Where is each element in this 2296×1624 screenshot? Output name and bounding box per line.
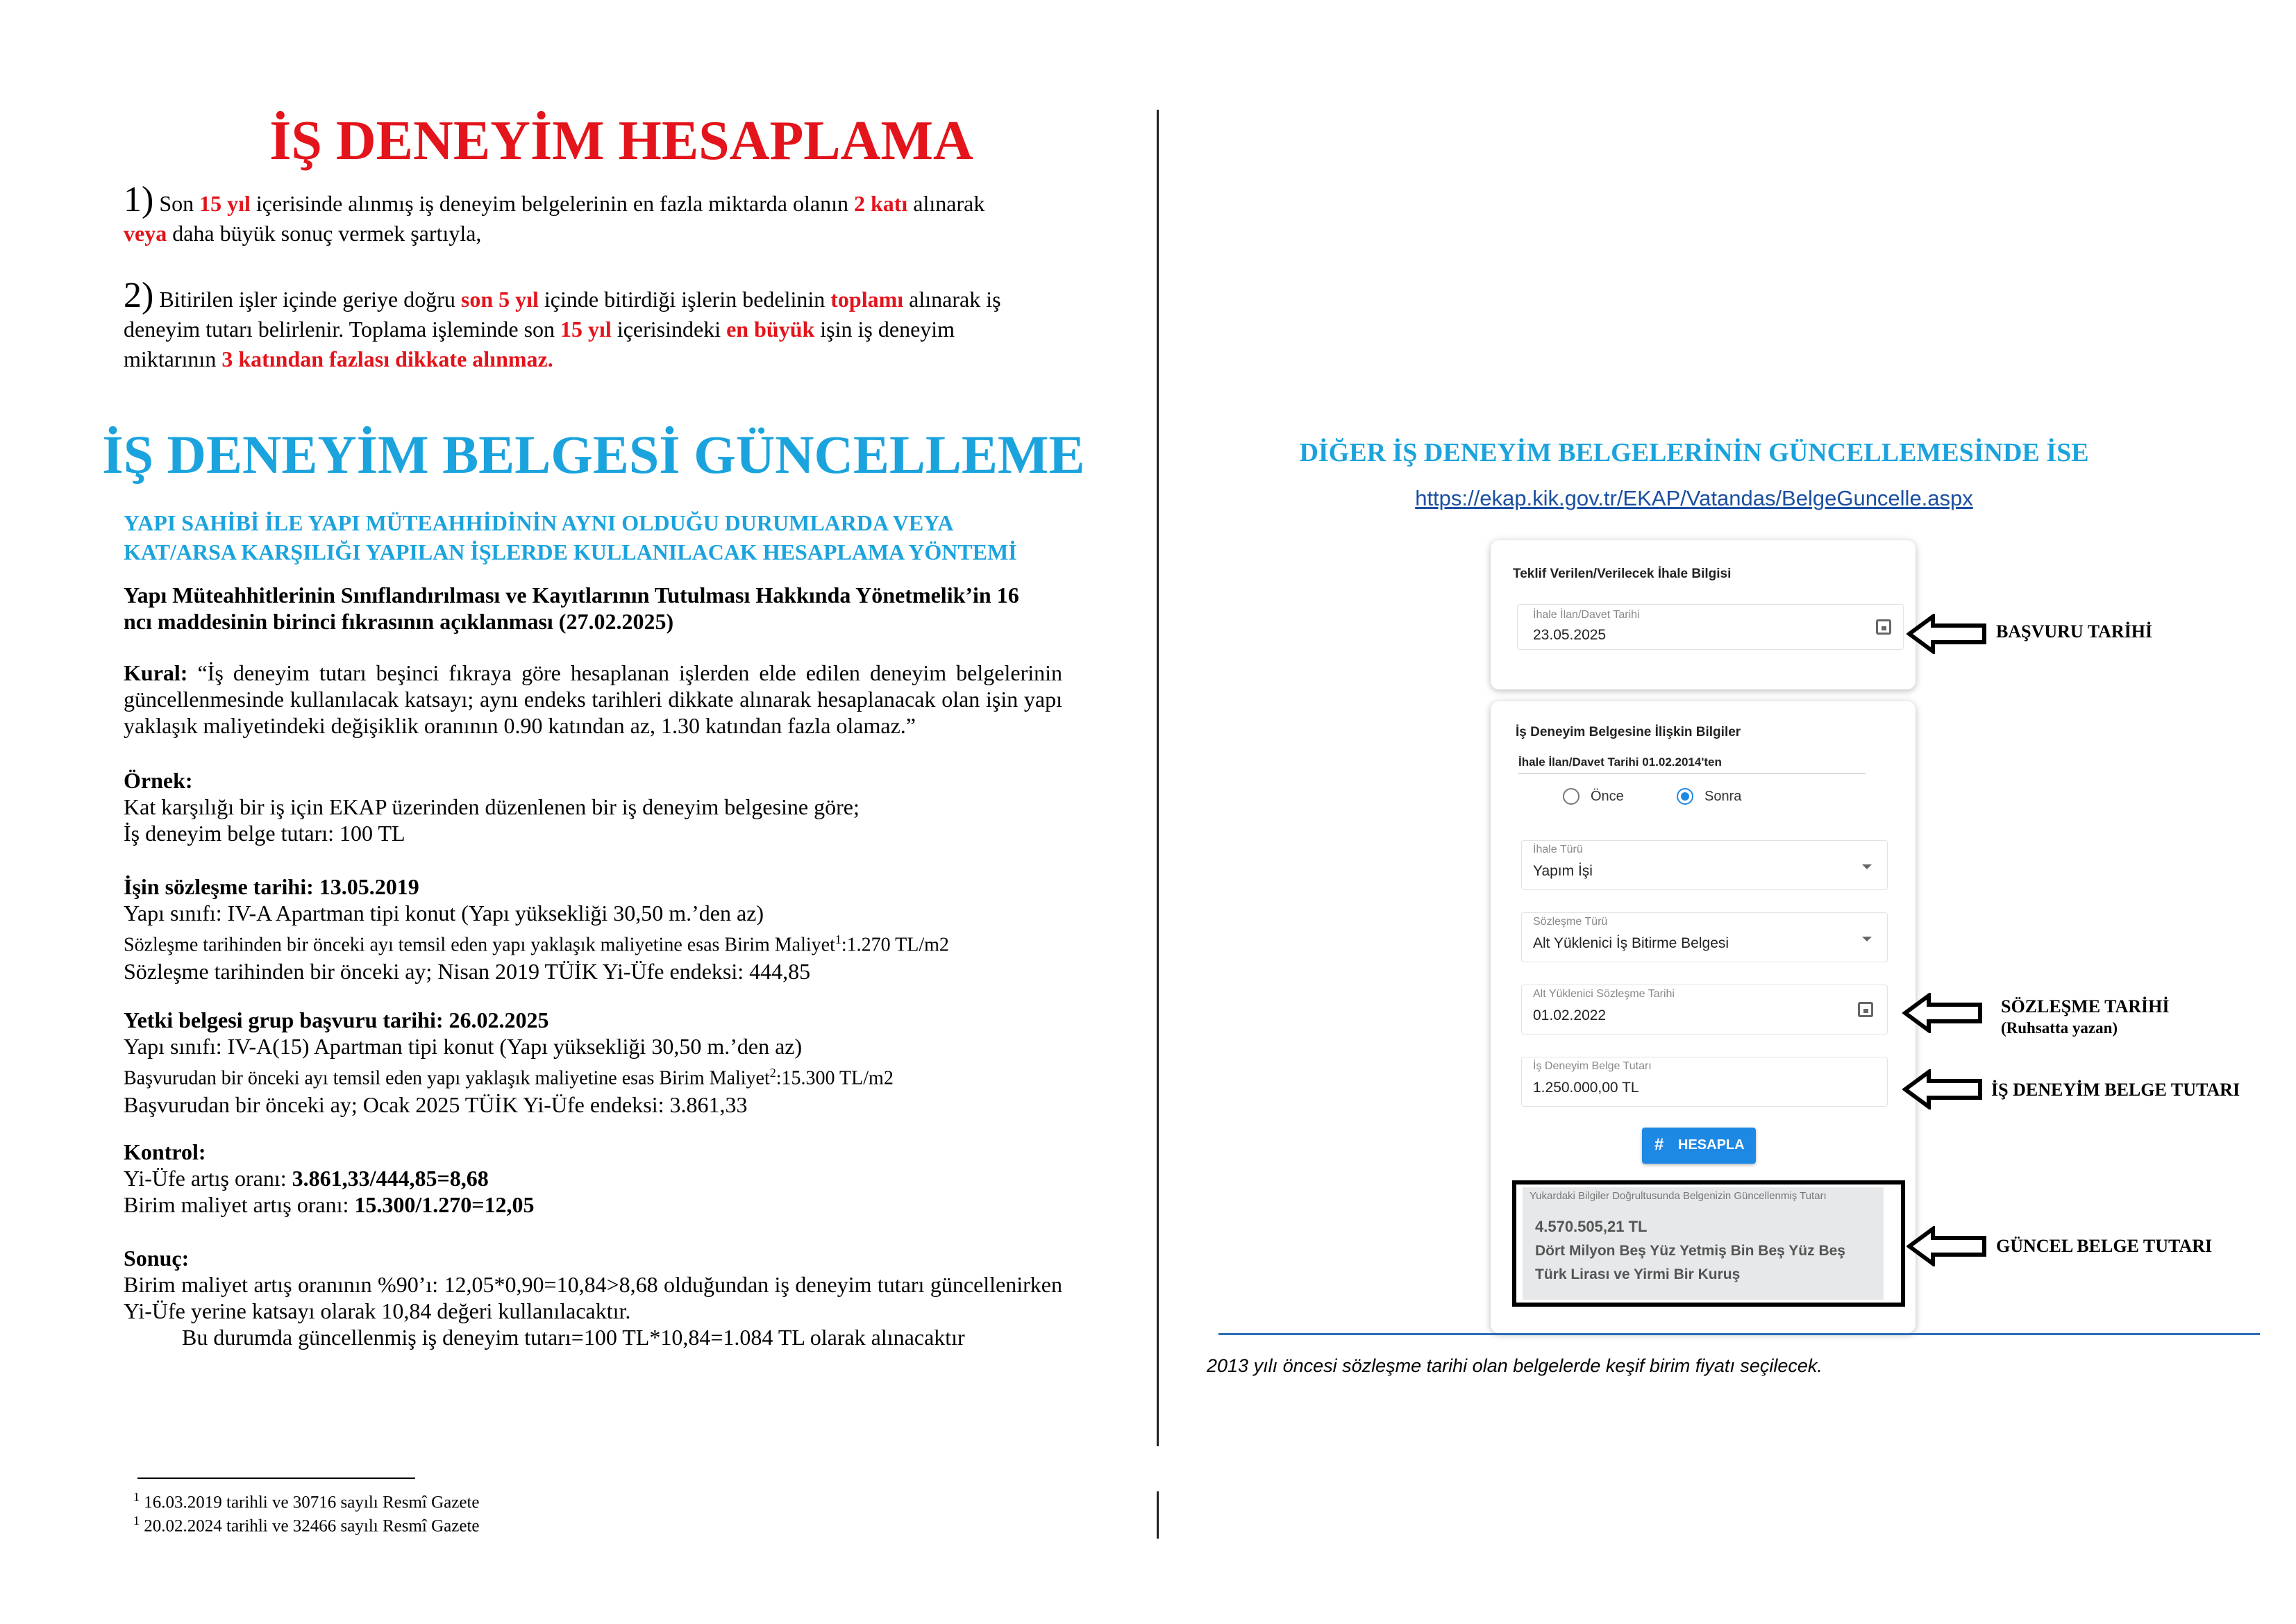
authorization-line: Başvurudan bir önceki ay; Ocak 2025 TÜİK Yi-Üfe endeksi: 3.861,33 — [124, 1092, 748, 1118]
authorization-line: :15.300 TL/m2 — [776, 1067, 894, 1089]
section-title: İŞ DENEYİM BELGESİ GÜNCELLEME — [102, 424, 1085, 485]
control-value: 15.300/1.270=12,05 — [354, 1192, 535, 1217]
contract-type-value: Alt Yüklenici İş Bitirme Belgesi — [1533, 935, 1729, 951]
rule-2-text: işin iş deneyim — [814, 317, 955, 342]
tender-info-card — [1491, 540, 1916, 689]
footnote-ref: 1 — [133, 1490, 140, 1504]
chevron-down-icon — [1862, 864, 1872, 869]
subtitle-line: YAPI SAHİBİ İLE YAPI MÜTEAHHİDİNİN AYNI OLDUĞU DURUMLARDA VEYA — [124, 510, 954, 535]
rule-1-highlight: 15 yıl — [199, 191, 251, 216]
result-value: 4.570.505,21 TL — [1535, 1218, 1648, 1235]
sub-contract-date-label: Alt Yüklenici Sözleşme Tarihi — [1533, 988, 1675, 1000]
control-block — [124, 1139, 1062, 1218]
contract-line: Sözleşme tarihinden bir önceki ay; Nisan 2019 TÜİK Yi-Üfe endeksi: 444,85 — [124, 959, 811, 985]
result-words: Türk Lirası ve Yirmi Bir Kuruş — [1535, 1266, 1741, 1282]
calculator-icon: # — [1654, 1135, 1664, 1154]
cert-amount-label: İŞ DENEYİM BELGE TUTARI — [1991, 1080, 2240, 1100]
radio-before[interactable] — [1563, 788, 1579, 805]
rule-2-text: içinde bitirdiği işlerin bedelinin — [538, 287, 831, 312]
rule-1-text: içerisinde alınmış iş deneyim belgelerinin en fazla miktarda olanın — [250, 191, 854, 216]
rule-1-number: 1) — [124, 180, 154, 219]
control-line: Birim maliyet artış oranı: — [124, 1192, 355, 1217]
contract-line: Sözleşme tarihinden bir önceki ayı temsil eden yapı yaklaşık maliyetine esas Birim Maliyet — [124, 934, 835, 956]
result-words: Dört Milyon Beş Yüz Yetmiş Bin Beş Yüz Beş — [1535, 1243, 1845, 1259]
tender-card-title: Teklif Verilen/Verilecek İhale Bilgisi — [1513, 567, 1732, 581]
rule-text: “İş deneyim tutarı beşinci fıkraya göre hesaplanan işlerden elde edilen deneyim belgelerinin güncellenmesinde kullanılacak katsayı; aynı endeks tarihleri dikkate alınarak hesaplanacak olan işin yapı yaklaşık maliyetindeki değişiklik oranının 0.90 katından az, 1.30 katından fazla olamaz.” — [124, 660, 1062, 738]
column-divider — [1157, 1491, 1159, 1539]
radio-after[interactable] — [1677, 788, 1693, 805]
regulation-line: ncı maddesinin birinci fıkrasının açıklanması (27.02.2025) — [124, 609, 674, 634]
example-label: Örnek: — [124, 768, 193, 793]
rule-2-highlight: son 5 yıl — [460, 287, 539, 312]
result-heading: Sonuç: — [124, 1246, 190, 1271]
page-title: İŞ DENEYİM HESAPLAMA — [269, 110, 973, 171]
rule-2-highlight: en büyük — [726, 317, 815, 342]
chevron-down-icon — [1862, 937, 1872, 941]
rule-1-highlight: 2 katı — [853, 191, 908, 216]
tender-date-field[interactable] — [1517, 604, 1904, 650]
arrow-left-icon — [1907, 614, 1987, 654]
tender-type-label: İhale Türü — [1533, 844, 1583, 855]
rule-1-text: daha büyük sonuç vermek şartıyla, — [167, 221, 482, 246]
tender-type-select[interactable] — [1521, 840, 1888, 890]
rule-1-highlight: veya — [124, 221, 167, 246]
calculate-button-label: HESAPLA — [1678, 1137, 1745, 1153]
footnote-2 — [133, 1514, 480, 1536]
contract-date-sublabel: (Ruhsatta yazan) — [2001, 1019, 2118, 1037]
radio-before-label: Önce — [1591, 789, 1624, 804]
result-label: Yukardaki Bilgiler Doğrultusunda Belgenizin Güncellenmiş Tutarı — [1530, 1190, 1827, 1202]
rule-label: Kural: — [124, 660, 188, 685]
rule-1 — [124, 180, 1068, 249]
certificate-amount-label: İş Deneyim Belge Tutarı — [1533, 1060, 1652, 1072]
rule-2-text: içerisindeki — [611, 317, 727, 342]
tender-date-value: 23.05.2025 — [1533, 627, 1607, 643]
certificate-amount-field[interactable] — [1521, 1057, 1888, 1107]
example-line: İş deneyim belge tutarı: 100 TL — [124, 821, 405, 846]
rule-2-number: 2) — [124, 276, 154, 315]
calendar-icon[interactable] — [1858, 1002, 1873, 1017]
result-line: Bu durumda güncellenmiş iş deneyim tutarı=100 TL*10,84=1.084 TL olarak alınacaktır — [182, 1325, 965, 1350]
column-divider — [1157, 110, 1159, 1446]
current-amount-label: GÜNCEL BELGE TUTARI — [1996, 1236, 2213, 1256]
ekap-link[interactable]: https://ekap.kik.gov.tr/EKAP/Vatandas/BelgeGuncelle.aspx — [1415, 486, 1973, 510]
rule-2-text: alınarak iş — [903, 287, 1001, 312]
apply-date-label: BAŞVURU TARİHİ — [1996, 621, 2153, 642]
example-line: Kat karşılığı bir iş için EKAP üzerinden düzenlenen bir iş deneyim belgesine göre; — [124, 794, 860, 819]
regulation-line: Yapı Müteahhitlerinin Sınıflandırılması ve Kayıtlarının Tutulması Hakkında Yönetmelik’in 16 — [124, 583, 1019, 608]
subtitle-line: KAT/ARSA KARŞILIĞI YAPILAN İŞLERDE KULLANILACAK HESAPLAMA YÖNTEMİ — [124, 539, 1017, 564]
control-heading: Kontrol: — [124, 1139, 206, 1164]
contract-heading: İşin sözleşme tarihi: 13.05.2019 — [124, 874, 419, 899]
footnote-text: 16.03.2019 tarihli ve 30716 sayılı Resmî Gazete — [140, 1493, 480, 1512]
arrow-left-icon — [1907, 1226, 1987, 1266]
rule-2 — [124, 276, 1068, 374]
sub-contract-date-field[interactable] — [1521, 985, 1888, 1035]
rule-2-text: deneyim tutarı belirlenir. Toplama işleminde son — [124, 317, 561, 342]
contract-line: Yapı sınıfı: IV-A Apartman tipi konut (Yapı yüksekliği 30,50 m.’den az) — [124, 901, 764, 926]
footnote-ref: 2 — [769, 1066, 776, 1080]
footnote-ref: 1 — [133, 1514, 140, 1527]
right-section-title: DİĞER İŞ DENEYİM BELGELERİNİN GÜNCELLEMESİNDE İSE — [1299, 438, 2089, 467]
certificate-card-title: İş Deneyim Belgesine İlişkin Bilgiler — [1516, 725, 1741, 739]
certificate-amount-value: 1.250.000,00 TL — [1533, 1080, 1639, 1096]
authorization-block — [124, 1007, 1062, 1118]
rule-2-text: Bitirilen işler içinde geriye doğru — [159, 287, 461, 312]
control-value: 3.861,33/444,85=8,68 — [292, 1166, 489, 1191]
tender-type-value: Yapım İşi — [1533, 863, 1593, 879]
calculate-button[interactable] — [1642, 1128, 1756, 1164]
authorization-line: Yapı sınıfı: IV-A(15) Apartman tipi konut (Yapı yüksekliği 30,50 m.’den az) — [124, 1034, 803, 1059]
authorization-heading: Yetki belgesi grup başvuru tarihi: 26.02.2025 — [124, 1007, 549, 1032]
section-subtitle — [124, 508, 1096, 567]
sub-contract-date-value: 01.02.2022 — [1533, 1007, 1607, 1023]
tender-date-label: İhale İlan/Davet Tarihi — [1533, 609, 1640, 621]
rule-2-highlight: toplamı — [830, 287, 904, 312]
arrow-left-icon — [1902, 993, 1983, 1033]
contract-type-select[interactable] — [1521, 912, 1888, 962]
horizontal-rule — [1218, 1333, 2260, 1335]
note-text: 2013 yılı öncesi sözleşme tarihi olan belgelerde keşif birim fiyatı seçilecek. — [1207, 1355, 1822, 1376]
example-block — [124, 767, 1062, 846]
result-block — [124, 1245, 1062, 1350]
contract-type-label: Sözleşme Türü — [1533, 916, 1608, 928]
footnote-text: 20.02.2024 tarihli ve 32466 sayılı Resmî Gazete — [140, 1516, 480, 1536]
calendar-icon[interactable] — [1876, 619, 1891, 635]
contract-block — [124, 873, 1062, 985]
rule-paragraph — [124, 660, 1062, 739]
footnote-ref: 1 — [835, 932, 841, 946]
rule-2-text: miktarının — [124, 346, 222, 371]
footnote-1 — [133, 1490, 480, 1512]
rule-2-highlight: 15 yıl — [560, 317, 612, 342]
radio-after-label: Sonra — [1704, 789, 1742, 804]
contract-date-label: SÖZLEŞME TARİHİ — [2001, 996, 2170, 1016]
authorization-line: Başvurudan bir önceki ayı temsil eden yapı yaklaşık maliyetine esas Birim Maliyet — [124, 1067, 770, 1089]
tender-date-question: İhale İlan/Davet Tarihi 01.02.2014'ten — [1518, 755, 1866, 774]
footnote-divider — [137, 1477, 415, 1479]
rule-1-text: Son — [159, 191, 200, 216]
control-line: Yi-Üfe artış oranı: — [124, 1166, 292, 1191]
contract-line: :1.270 TL/m2 — [841, 934, 949, 956]
rule-2-highlight: 3 katından fazlası dikkate alınmaz. — [221, 346, 553, 371]
regulation-heading — [124, 582, 1062, 635]
result-text: Birim maliyet artış oranının %90’ı: 12,05*0,90=10,84>8,68 olduğundan iş deneyim tutarı güncellenirken Yi-Üfe yerine katsayı olarak 10,84 değeri kullanılacaktır. — [124, 1272, 1062, 1323]
rule-1-text: alınarak — [907, 191, 985, 216]
result-highlight-frame — [1512, 1180, 1905, 1307]
arrow-left-icon — [1902, 1069, 1983, 1110]
